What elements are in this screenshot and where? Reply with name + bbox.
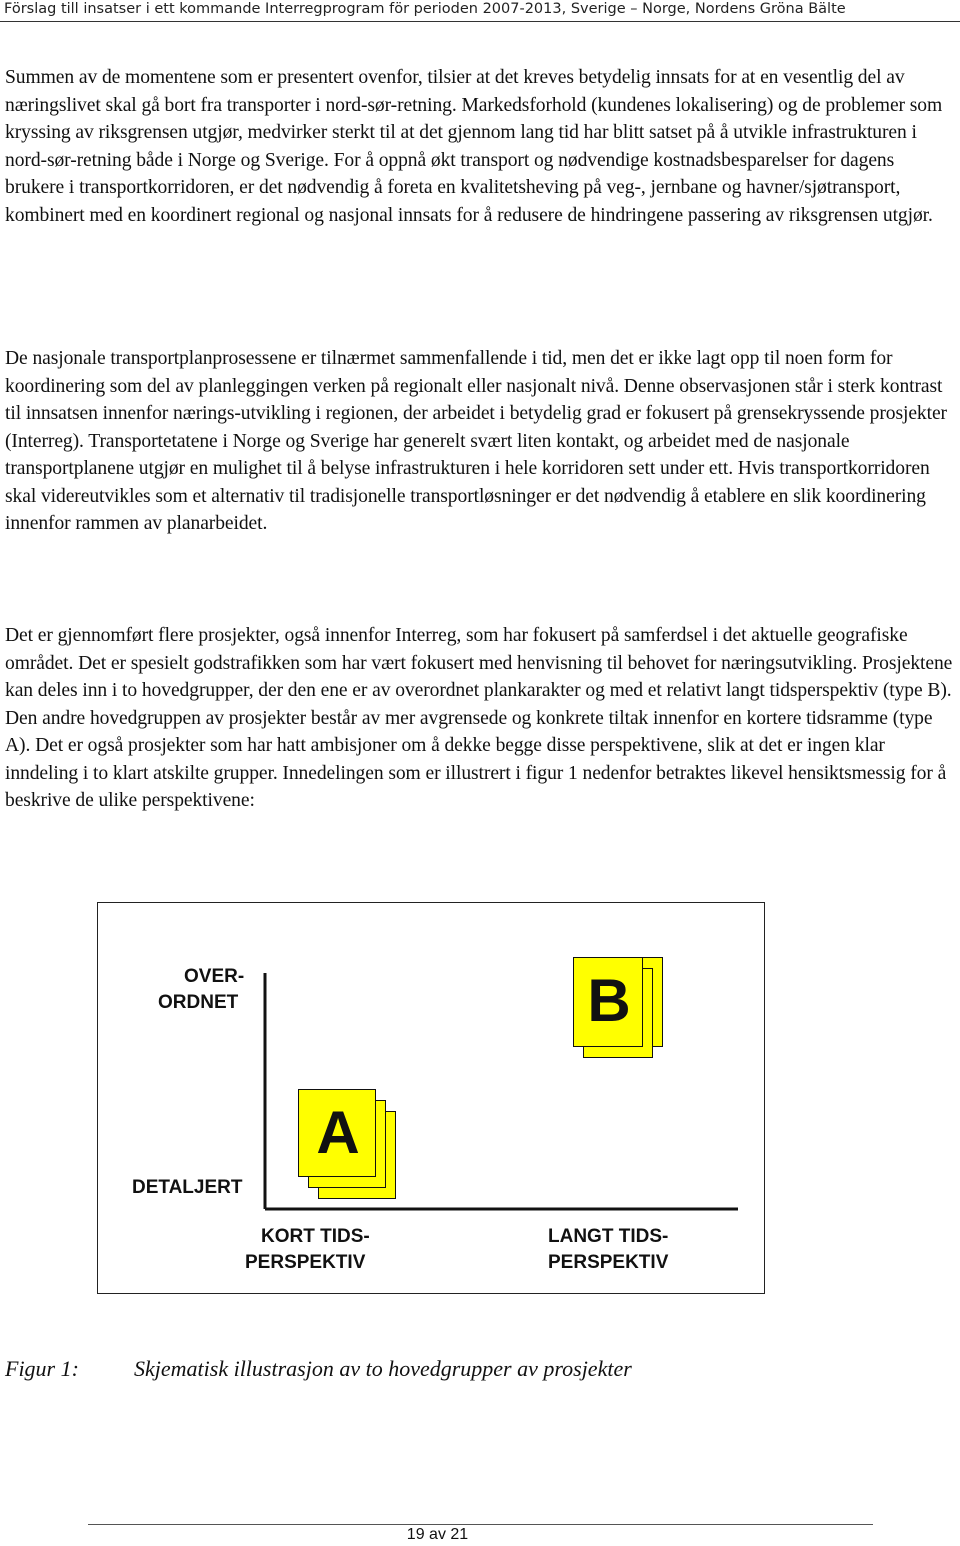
y-axis-bottom-label: DETALJERT (132, 1177, 243, 1198)
paragraph-1: Summen av de momentene som er presentert ovenfor, tilsier at det kreves betydelig innsats for at en vesentlig del av næringslivet skal gå bort fra transporter i nord-sør-retning. Markedsforhold (kundenes lokalisering) og de problemer som kryssing av riksgrensen utgjør, medvirker sterkt til at det gjennom lang tid har blitt satset på å utvikle infrastrukturen i nord-sør-retning både i Norge og Sverige. For å oppnå økt transport og nødvendige kostnadsbesparelser for dagens brukere i transportkorridoren, er det nødvendig å foreta en kvalitetsheving på veg-, jernbane og havner/sjøtransport, kombinert med en koordinert regional og nasjonal innsats for å redusere de hindringene passering av riksgrensen utgjør. (5, 67, 943, 226)
paragraph-2: De nasjonale transportplanprosessene er tilnærmet sammenfallende i tid, men det er ikke lagt opp til noen form for koordinering som del av planleggingen verken på regionalt eller nasjonalt nivå. Denne observasjonen står i sterk kontrast til innsatsen innenfor nærings-utvikling i regionen, der arbeidet i betydelig grad er fokusert på grensekryssende prosjekter (Interreg). Transportetatene i Norge og Sverige har generelt svært liten kontakt, og arbeidet med de nasjonale transportplanene utgjør en mulighet til å belyse infrastrukturen i hele korridoren sett under ett. Hvis transportkorridoren skal videreutvikles som et alternativ til tradisjonelle transportløsninger er det nødvendig å etablere en slik koordinering innenfor rammen av planarbeidet. (5, 348, 947, 534)
header-divider (0, 21, 960, 22)
y-axis-top-label-line1: OVER- (184, 966, 245, 987)
x-axis-right-label-line2: PERSPEKTIV (548, 1252, 669, 1273)
figure-caption-text: Skjematisk illustrasjon av to hovedgrupper av prosjekter (134, 1356, 632, 1381)
card-b-letter: B (587, 967, 631, 1034)
paragraph-3: Det er gjennomført flere prosjekter, også innenfor Interreg, som har fokusert på samferdsel i det aktuelle geografiske området. Det er spesielt godstrafikken som har vært fokusert med henvisning til behovet for næringsutvikling. Prosjektene kan deles inn i to hovedgrupper, der den ene er av overordnet plankarakter og med et relativt langt tidsperspektiv (type B). Den andre hovedgruppen av prosjekter består av mer avgrensede og konkrete tiltak innenfor en kortere tidsramme (type A). Det er også prosjekter som har hatt ambisjoner om å dekke begge disse perspektivene, slik at det er ingen klar inndeling i to klart atskilte grupper. Innedelingen som er illustrert i figur 1 nedenfor betraktes likevel hensiktsmessig for å beskrive de ulike perspektivene: (5, 625, 953, 811)
x-axis-left-label-line1: KORT TIDS- (261, 1226, 370, 1247)
figure-1-diagram (97, 902, 765, 1294)
figure-caption-number: Figur 1: (5, 1356, 79, 1381)
x-axis-left-label-line2: PERSPEKTIV (245, 1252, 366, 1273)
y-axis-top-label-line2: ORDNET (158, 992, 239, 1013)
card-b-front (573, 957, 643, 1047)
running-header: Förslag till insatser i ett kommande Interregprogram för perioden 2007-2013, Sverige – Norge, Nordens Gröna Bälte (4, 1, 846, 17)
card-a-front (298, 1089, 376, 1177)
x-axis-right-label-line1: LANGT TIDS- (548, 1226, 669, 1247)
card-a-letter: A (316, 1099, 360, 1166)
page-number: 19 av 21 (406, 1526, 469, 1543)
